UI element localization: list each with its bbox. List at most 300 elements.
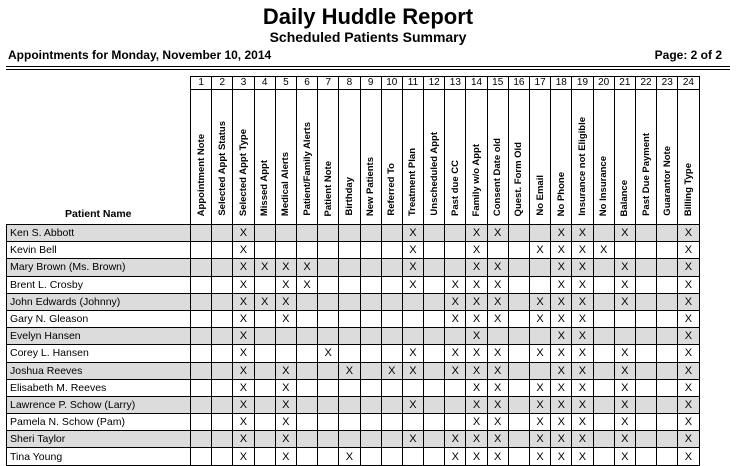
flag-cell bbox=[657, 362, 678, 379]
flag-cell bbox=[339, 396, 360, 413]
flag-cell bbox=[657, 259, 678, 276]
flag-cell bbox=[593, 276, 614, 293]
patient-name: Brent L. Crosby bbox=[7, 276, 191, 293]
flag-cell bbox=[191, 448, 212, 465]
flag-cell bbox=[191, 328, 212, 345]
table-row bbox=[7, 345, 700, 362]
flag-cell bbox=[318, 328, 339, 345]
column-header bbox=[678, 90, 699, 225]
flag-cell bbox=[212, 242, 233, 259]
flag-cell: X bbox=[466, 431, 487, 448]
flag-cell bbox=[339, 242, 360, 259]
flag-cell bbox=[318, 276, 339, 293]
table-row bbox=[7, 414, 700, 431]
flag-cell bbox=[339, 310, 360, 327]
flag-cell bbox=[508, 379, 529, 396]
flag-cell bbox=[318, 362, 339, 379]
flag-cell bbox=[296, 362, 317, 379]
column-number: 16 bbox=[508, 77, 529, 90]
column-label: Guarantor Note bbox=[661, 146, 673, 216]
flag-cell bbox=[657, 345, 678, 362]
flag-cell bbox=[254, 310, 275, 327]
flag-cell bbox=[381, 328, 402, 345]
flag-cell bbox=[657, 379, 678, 396]
flag-cell: X bbox=[233, 310, 254, 327]
flag-cell bbox=[212, 276, 233, 293]
flag-cell: X bbox=[678, 328, 699, 345]
flag-cell bbox=[445, 242, 466, 259]
column-label: Family w/o Appt bbox=[471, 143, 483, 216]
flag-cell bbox=[381, 259, 402, 276]
flag-cell: X bbox=[233, 362, 254, 379]
flag-cell bbox=[339, 431, 360, 448]
table-row bbox=[7, 276, 700, 293]
flag-cell: X bbox=[445, 431, 466, 448]
column-label: Patient Note bbox=[322, 160, 334, 216]
flag-cell bbox=[360, 276, 381, 293]
flag-cell bbox=[593, 259, 614, 276]
flag-cell bbox=[360, 225, 381, 242]
flag-cell bbox=[296, 414, 317, 431]
column-header bbox=[318, 90, 339, 225]
flag-cell bbox=[296, 448, 317, 465]
flag-cell: X bbox=[551, 259, 572, 276]
flag-cell: X bbox=[551, 310, 572, 327]
patient-name: Mary Brown (Ms. Brown) bbox=[7, 259, 191, 276]
header-rule-top bbox=[6, 66, 730, 67]
huddle-table bbox=[6, 76, 700, 466]
flag-cell: X bbox=[233, 225, 254, 242]
column-number: 1 bbox=[191, 77, 212, 90]
flag-cell bbox=[360, 310, 381, 327]
flag-cell bbox=[508, 225, 529, 242]
flag-cell: X bbox=[254, 259, 275, 276]
column-label: Past Due Payment bbox=[640, 133, 652, 216]
flag-cell bbox=[212, 379, 233, 396]
flag-cell bbox=[318, 396, 339, 413]
flag-cell bbox=[191, 310, 212, 327]
flag-cell bbox=[424, 242, 445, 259]
flag-cell: X bbox=[233, 242, 254, 259]
column-header bbox=[191, 90, 212, 225]
flag-cell bbox=[530, 362, 551, 379]
flag-cell: X bbox=[445, 345, 466, 362]
flag-cell bbox=[593, 310, 614, 327]
flag-cell bbox=[360, 362, 381, 379]
flag-cell: X bbox=[530, 414, 551, 431]
flag-cell bbox=[402, 414, 423, 431]
appointments-date-line: Appointments for Monday, November 10, 2014 bbox=[8, 48, 272, 62]
column-number: 4 bbox=[254, 77, 275, 90]
column-label: Missed Appt bbox=[259, 159, 271, 216]
flag-cell bbox=[487, 242, 508, 259]
flag-cell: X bbox=[487, 293, 508, 310]
flag-cell bbox=[254, 448, 275, 465]
flag-cell: X bbox=[466, 225, 487, 242]
flag-cell: X bbox=[466, 259, 487, 276]
flag-cell: X bbox=[678, 414, 699, 431]
flag-cell bbox=[381, 379, 402, 396]
flag-cell bbox=[296, 310, 317, 327]
column-label: Consent Date old bbox=[492, 137, 504, 216]
flag-cell bbox=[424, 225, 445, 242]
flag-cell: X bbox=[614, 345, 635, 362]
flag-cell bbox=[635, 379, 656, 396]
flag-cell bbox=[254, 379, 275, 396]
flag-cell: X bbox=[233, 259, 254, 276]
flag-cell bbox=[508, 414, 529, 431]
flag-cell bbox=[593, 414, 614, 431]
flag-cell bbox=[212, 431, 233, 448]
flag-cell: X bbox=[466, 362, 487, 379]
flag-cell: X bbox=[530, 379, 551, 396]
report-title: Daily Huddle Report bbox=[262, 4, 474, 29]
flag-cell bbox=[657, 310, 678, 327]
flag-cell: X bbox=[530, 242, 551, 259]
huddle-grid bbox=[6, 76, 700, 466]
table-row bbox=[7, 396, 700, 413]
flag-cell: X bbox=[275, 259, 296, 276]
flag-cell: X bbox=[614, 225, 635, 242]
flag-cell: X bbox=[233, 328, 254, 345]
flag-cell: X bbox=[572, 293, 593, 310]
flag-cell: X bbox=[572, 362, 593, 379]
flag-cell bbox=[635, 414, 656, 431]
column-header bbox=[339, 90, 360, 225]
column-label: Billing Type bbox=[682, 162, 694, 216]
flag-cell: X bbox=[445, 362, 466, 379]
patient-name: Tina Young bbox=[7, 448, 191, 465]
flag-cell: X bbox=[487, 276, 508, 293]
column-header bbox=[487, 90, 508, 225]
flag-cell bbox=[508, 448, 529, 465]
flag-cell: X bbox=[572, 414, 593, 431]
column-number: 6 bbox=[296, 77, 317, 90]
flag-cell bbox=[635, 362, 656, 379]
flag-cell bbox=[339, 293, 360, 310]
flag-cell: X bbox=[233, 396, 254, 413]
flag-cell: X bbox=[530, 448, 551, 465]
flag-cell bbox=[657, 414, 678, 431]
column-label: Balance bbox=[619, 179, 631, 216]
flag-cell bbox=[275, 328, 296, 345]
column-number: 7 bbox=[318, 77, 339, 90]
flag-cell bbox=[635, 431, 656, 448]
flag-cell: X bbox=[445, 276, 466, 293]
column-number: 15 bbox=[487, 77, 508, 90]
flag-cell: X bbox=[593, 242, 614, 259]
flag-cell: X bbox=[466, 328, 487, 345]
flag-cell bbox=[657, 293, 678, 310]
flag-cell: X bbox=[275, 362, 296, 379]
flag-cell bbox=[360, 259, 381, 276]
flag-cell: X bbox=[339, 448, 360, 465]
column-label: No Email bbox=[534, 175, 546, 216]
flag-cell: X bbox=[445, 310, 466, 327]
flag-cell bbox=[191, 259, 212, 276]
flag-cell bbox=[191, 225, 212, 242]
flag-cell: X bbox=[296, 276, 317, 293]
column-number: 9 bbox=[360, 77, 381, 90]
flag-cell bbox=[191, 414, 212, 431]
flag-cell bbox=[424, 328, 445, 345]
column-header bbox=[572, 90, 593, 225]
flag-cell bbox=[508, 345, 529, 362]
flag-cell: X bbox=[445, 448, 466, 465]
flag-cell: X bbox=[233, 431, 254, 448]
column-label: Referred To bbox=[386, 163, 398, 216]
flag-cell bbox=[593, 293, 614, 310]
flag-cell: X bbox=[678, 345, 699, 362]
flag-cell: X bbox=[233, 345, 254, 362]
flag-cell: X bbox=[381, 362, 402, 379]
flag-cell bbox=[424, 379, 445, 396]
flag-cell bbox=[254, 362, 275, 379]
table-row bbox=[7, 448, 700, 465]
column-number: 13 bbox=[445, 77, 466, 90]
flag-cell: X bbox=[275, 431, 296, 448]
flag-cell bbox=[318, 414, 339, 431]
flag-cell: X bbox=[487, 362, 508, 379]
flag-cell: X bbox=[572, 328, 593, 345]
flag-cell bbox=[360, 328, 381, 345]
flag-cell: X bbox=[572, 396, 593, 413]
flag-cell bbox=[318, 293, 339, 310]
flag-cell: X bbox=[487, 379, 508, 396]
flag-cell: X bbox=[233, 448, 254, 465]
column-number: 19 bbox=[572, 77, 593, 90]
flag-cell bbox=[614, 328, 635, 345]
flag-cell: X bbox=[551, 293, 572, 310]
column-label: New Patients bbox=[365, 156, 377, 216]
flag-cell bbox=[318, 379, 339, 396]
column-header bbox=[445, 90, 466, 225]
flag-cell: X bbox=[275, 414, 296, 431]
header-rule-bottom bbox=[6, 69, 730, 70]
flag-cell: X bbox=[466, 396, 487, 413]
flag-cell bbox=[381, 242, 402, 259]
table-row bbox=[7, 225, 700, 242]
flag-cell bbox=[593, 379, 614, 396]
flag-cell bbox=[318, 310, 339, 327]
flag-cell bbox=[635, 242, 656, 259]
patient-name: John Edwards (Johnny) bbox=[7, 293, 191, 310]
flag-cell bbox=[657, 448, 678, 465]
flag-cell bbox=[593, 225, 614, 242]
flag-cell: X bbox=[551, 328, 572, 345]
column-number: 10 bbox=[381, 77, 402, 90]
flag-cell bbox=[424, 293, 445, 310]
column-number: 12 bbox=[424, 77, 445, 90]
flag-cell bbox=[212, 345, 233, 362]
flag-cell: X bbox=[466, 293, 487, 310]
column-header bbox=[466, 90, 487, 225]
flag-cell bbox=[508, 431, 529, 448]
flag-cell bbox=[508, 328, 529, 345]
column-label: Medical Alerts bbox=[280, 151, 292, 216]
flag-cell bbox=[296, 379, 317, 396]
flag-cell bbox=[445, 396, 466, 413]
column-label: No Insurance bbox=[598, 155, 610, 216]
flag-cell bbox=[212, 310, 233, 327]
flag-cell bbox=[212, 293, 233, 310]
column-number: 11 bbox=[402, 77, 423, 90]
flag-cell: X bbox=[614, 259, 635, 276]
page-number: Page: 2 of 2 bbox=[654, 48, 722, 62]
patient-name: Corey L. Hansen bbox=[7, 345, 191, 362]
column-header bbox=[212, 90, 233, 225]
flag-cell: X bbox=[614, 362, 635, 379]
table-row bbox=[7, 362, 700, 379]
flag-cell bbox=[402, 379, 423, 396]
flag-cell: X bbox=[487, 396, 508, 413]
flag-cell: X bbox=[402, 242, 423, 259]
flag-cell: X bbox=[551, 379, 572, 396]
flag-cell bbox=[614, 310, 635, 327]
flag-cell: X bbox=[275, 276, 296, 293]
flag-cell: X bbox=[530, 431, 551, 448]
column-header bbox=[508, 90, 529, 225]
flag-cell bbox=[254, 276, 275, 293]
flag-cell bbox=[254, 225, 275, 242]
flag-cell bbox=[635, 310, 656, 327]
flag-cell bbox=[508, 362, 529, 379]
column-header bbox=[402, 90, 423, 225]
flag-cell bbox=[508, 310, 529, 327]
flag-cell bbox=[381, 431, 402, 448]
flag-cell bbox=[657, 276, 678, 293]
flag-cell: X bbox=[678, 259, 699, 276]
flag-cell bbox=[657, 225, 678, 242]
flag-cell bbox=[296, 242, 317, 259]
flag-cell bbox=[402, 328, 423, 345]
flag-cell bbox=[254, 396, 275, 413]
flag-cell: X bbox=[318, 345, 339, 362]
flag-cell bbox=[212, 448, 233, 465]
flag-cell: X bbox=[296, 259, 317, 276]
flag-cell: X bbox=[402, 259, 423, 276]
column-header bbox=[275, 90, 296, 225]
flag-cell bbox=[318, 448, 339, 465]
flag-cell: X bbox=[614, 396, 635, 413]
flag-cell bbox=[360, 431, 381, 448]
flag-cell: X bbox=[275, 379, 296, 396]
flag-cell bbox=[445, 328, 466, 345]
flag-cell: X bbox=[572, 242, 593, 259]
column-number: 14 bbox=[466, 77, 487, 90]
flag-cell bbox=[339, 276, 360, 293]
column-header bbox=[530, 90, 551, 225]
flag-cell bbox=[339, 379, 360, 396]
flag-cell bbox=[593, 431, 614, 448]
flag-cell: X bbox=[487, 345, 508, 362]
flag-cell bbox=[212, 225, 233, 242]
flag-cell bbox=[593, 328, 614, 345]
column-label: Past due CC bbox=[449, 160, 461, 216]
flag-cell bbox=[424, 396, 445, 413]
flag-cell: X bbox=[530, 396, 551, 413]
column-header bbox=[296, 90, 317, 225]
flag-cell bbox=[254, 242, 275, 259]
flag-cell: X bbox=[572, 448, 593, 465]
flag-cell bbox=[191, 276, 212, 293]
flag-cell: X bbox=[572, 259, 593, 276]
flag-cell: X bbox=[402, 362, 423, 379]
flag-cell: X bbox=[487, 259, 508, 276]
flag-cell: X bbox=[487, 225, 508, 242]
flag-cell bbox=[381, 276, 402, 293]
flag-cell bbox=[424, 259, 445, 276]
flag-cell: X bbox=[551, 431, 572, 448]
column-number: 20 bbox=[593, 77, 614, 90]
column-label: Insurance not Eligible bbox=[576, 117, 588, 216]
flag-cell bbox=[381, 396, 402, 413]
flag-cell: X bbox=[614, 431, 635, 448]
flag-cell bbox=[508, 276, 529, 293]
flag-cell bbox=[360, 396, 381, 413]
flag-cell bbox=[445, 259, 466, 276]
column-header bbox=[614, 90, 635, 225]
flag-cell bbox=[381, 310, 402, 327]
column-number: 17 bbox=[530, 77, 551, 90]
flag-cell bbox=[381, 448, 402, 465]
patient-name: Gary N. Gleason bbox=[7, 310, 191, 327]
flag-cell bbox=[191, 242, 212, 259]
flag-cell bbox=[424, 414, 445, 431]
flag-cell: X bbox=[551, 242, 572, 259]
flag-cell: X bbox=[339, 362, 360, 379]
column-label: Selected Appt Type bbox=[237, 128, 249, 216]
flag-cell: X bbox=[402, 345, 423, 362]
flag-cell bbox=[339, 328, 360, 345]
flag-cell bbox=[530, 328, 551, 345]
flag-cell bbox=[424, 276, 445, 293]
table-row bbox=[7, 379, 700, 396]
flag-cell: X bbox=[487, 448, 508, 465]
flag-cell bbox=[275, 242, 296, 259]
column-header bbox=[233, 90, 254, 225]
flag-cell bbox=[191, 431, 212, 448]
flag-cell: X bbox=[402, 396, 423, 413]
column-header bbox=[593, 90, 614, 225]
patient-name: Lawrence P. Schow (Larry) bbox=[7, 396, 191, 413]
flag-cell: X bbox=[572, 310, 593, 327]
flag-cell: X bbox=[233, 276, 254, 293]
column-number: 8 bbox=[339, 77, 360, 90]
flag-cell bbox=[339, 259, 360, 276]
flag-cell: X bbox=[530, 345, 551, 362]
flag-cell: X bbox=[678, 293, 699, 310]
flag-cell bbox=[593, 345, 614, 362]
flag-cell bbox=[339, 414, 360, 431]
flag-cell bbox=[275, 345, 296, 362]
flag-cell bbox=[212, 259, 233, 276]
flag-cell: X bbox=[678, 276, 699, 293]
column-number: 23 bbox=[657, 77, 678, 90]
flag-cell bbox=[635, 396, 656, 413]
flag-cell bbox=[635, 345, 656, 362]
flag-cell: X bbox=[678, 310, 699, 327]
column-header bbox=[424, 90, 445, 225]
flag-cell bbox=[593, 448, 614, 465]
flag-cell bbox=[360, 379, 381, 396]
flag-cell bbox=[635, 225, 656, 242]
flag-cell: X bbox=[614, 379, 635, 396]
flag-cell: X bbox=[678, 396, 699, 413]
flag-cell bbox=[360, 414, 381, 431]
flag-cell bbox=[381, 414, 402, 431]
column-label: Appointment Note bbox=[195, 133, 207, 216]
